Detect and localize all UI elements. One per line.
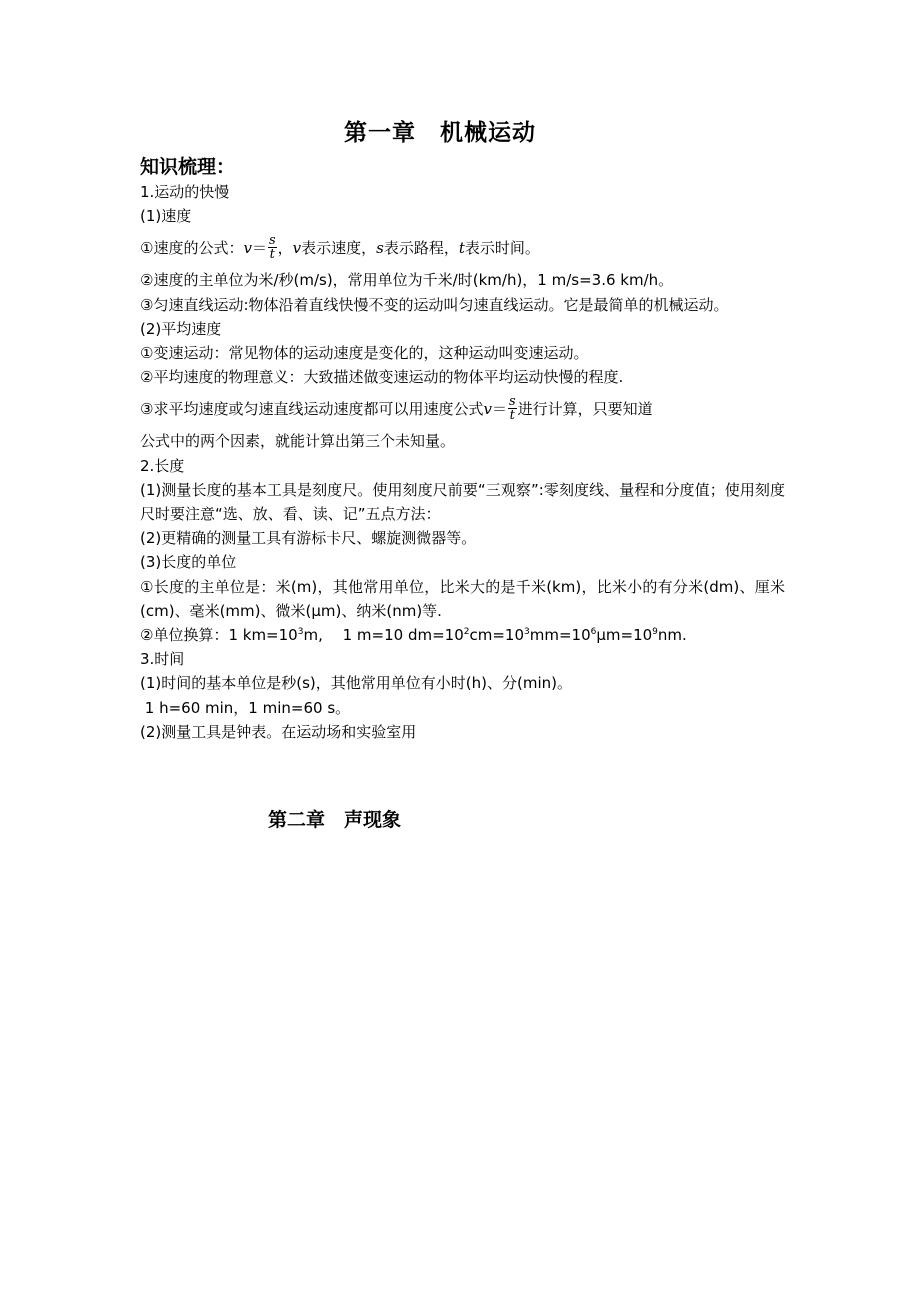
fraction-s-over-t: $\frac{s}{t}$ [268,233,276,263]
line-time: 3.时间 [140,650,185,669]
line-speed: (1)速度 [140,207,192,226]
line-speed-formula: ①速度的公式：v＝ $\frac{s}{t}$ ，v表示速度，s表示路程，t表示时间。 [140,233,540,263]
fraction-s-over-t: $\frac{s}{t}$ [508,394,516,424]
line-time-conversion: 1 h=60 min，1 min=60 s。 [140,698,351,717]
chapter-1-title: 第一章 机械运动 [344,120,536,146]
line-length: 2.长度 [140,456,185,475]
line-speed-units: ②速度的主单位为米/秒(m/s)，常用单位为千米/时(km/h)，1 m/s=3.6 km/h。 [140,271,674,290]
line-uniform-motion: ③匀速直线运动:物体沿着直线快慢不变的运动叫匀速直线运动。它是最简单的机械运动。 [140,295,729,314]
line-time-tools: (2)测量工具是钟表。在运动场和实验室用 [140,722,417,741]
line-variable-motion: ①变速运动：常见物体的运动速度是变化的，这种运动叫变速运动。 [140,344,589,363]
body-text [140,180,785,744]
line-average-speed-formula: ③求平均速度或匀速直线运动速度都可以用速度公式v＝ $\frac{s}{t}$ 进行计算，只要知道 [140,394,653,424]
line-ruler: (1)测量长度的基本工具是刻度尺。使用刻度尺前要“三观察”:零刻度线、量程和分度值；使用刻度尺时要注意“选、放、看、读、记”五点方法： [140,480,785,524]
line-length-units: (3)长度的单位 [140,553,237,572]
line-precise-tools: (2)更精确的测量工具有游标卡尺、螺旋测微器等。 [140,529,477,548]
section-heading: 知识梳理： [140,156,236,178]
line-time-units: (1)时间的基本单位是秒(s)，其他常用单位有小时(h)、分(min)。 [140,674,572,693]
line-main-length-unit: ①长度的主单位是：米(m)，其他常用单位，比米大的是千米(km)，比米小的有分米(dm)、厘米(cm)、毫米(mm)、微米(μm)、纳米(nm)等. [140,577,785,620]
line-formula-note: 公式中的两个因素，就能计算出第三个未知量。 [140,432,456,451]
line-unit-conversion: ②单位换算：1 $km=10^3m$, 1 m=10 $dm=10^2cm=10^3mm=10^6\mu m=10^9nm$. [140,626,687,645]
line-motion-speed: 1.运动的快慢 [140,183,230,201]
chapter-2-title: 第二章 声现象 [268,809,402,831]
line-average-speed-meaning: ②平均速度的物理意义：大致描述做变速运动的物体平均运动快慢的程度. [140,368,624,387]
line-average-speed: (2)平均速度 [140,319,222,338]
